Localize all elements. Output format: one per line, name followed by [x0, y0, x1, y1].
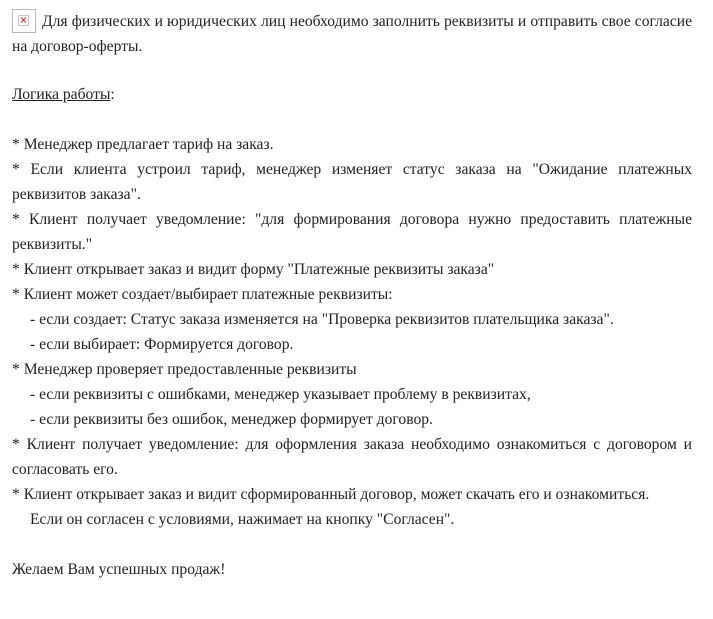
- step-5-substep-select: - если выбирает: Формируется договор.: [30, 336, 294, 353]
- broken-image-glyph: ×: [19, 15, 28, 26]
- intro-paragraph: [12, 9, 692, 59]
- closing-text: Желаем Вам успешных продаж!: [12, 561, 226, 578]
- step-4: * Клиент открывает заказ и видит форму "Платежные реквизиты заказа": [12, 261, 495, 278]
- document-body: [12, 0, 692, 582]
- step-3: * Клиент получает уведомление: "для формирования договора нужно предоставить платежные реквизиты.": [12, 211, 692, 253]
- workflow-steps: [12, 132, 692, 532]
- step-8-agree-note: Если он согласен с условиями, нажимает на кнопку "Согласен".: [30, 511, 455, 528]
- step-6-substep-errors: - если реквизиты с ошибками, менеджер указывает проблему в реквизитах,: [30, 386, 531, 403]
- step-6-substep-ok: - если реквизиты без ошибок, менеджер формирует договор.: [30, 411, 433, 428]
- section-title: [12, 82, 692, 107]
- intro-text: Для физических и юридических лиц необходимо заполнить реквизиты и отправить свое согласие на договор-оферты.: [12, 13, 692, 55]
- step-1: * Менеджер предлагает тариф на заказ.: [12, 136, 274, 153]
- section-title-colon: :: [110, 86, 115, 103]
- section-title-text: Логика работы: [12, 86, 111, 103]
- broken-image-icon: [12, 9, 36, 33]
- step-8: * Клиент открывает заказ и видит сформированный договор, может скачать его и ознакомиться.: [12, 486, 650, 503]
- step-6: * Менеджер проверяет предоставленные реквизиты: [12, 361, 357, 378]
- step-7: * Клиент получает уведомление: для оформления заказа необходимо ознакомиться с договором и согласовать его.: [12, 436, 692, 478]
- step-5-substep-create: - если создает: Статус заказа изменяется на "Проверка реквизитов плательщика заказа".: [30, 311, 614, 328]
- step-2: * Если клиента устроил тариф, менеджер изменяет статус заказа на "Ожидание платежных реквизитов заказа".: [12, 161, 692, 203]
- step-5: * Клиент может создает/выбирает платежные реквизиты:: [12, 286, 393, 303]
